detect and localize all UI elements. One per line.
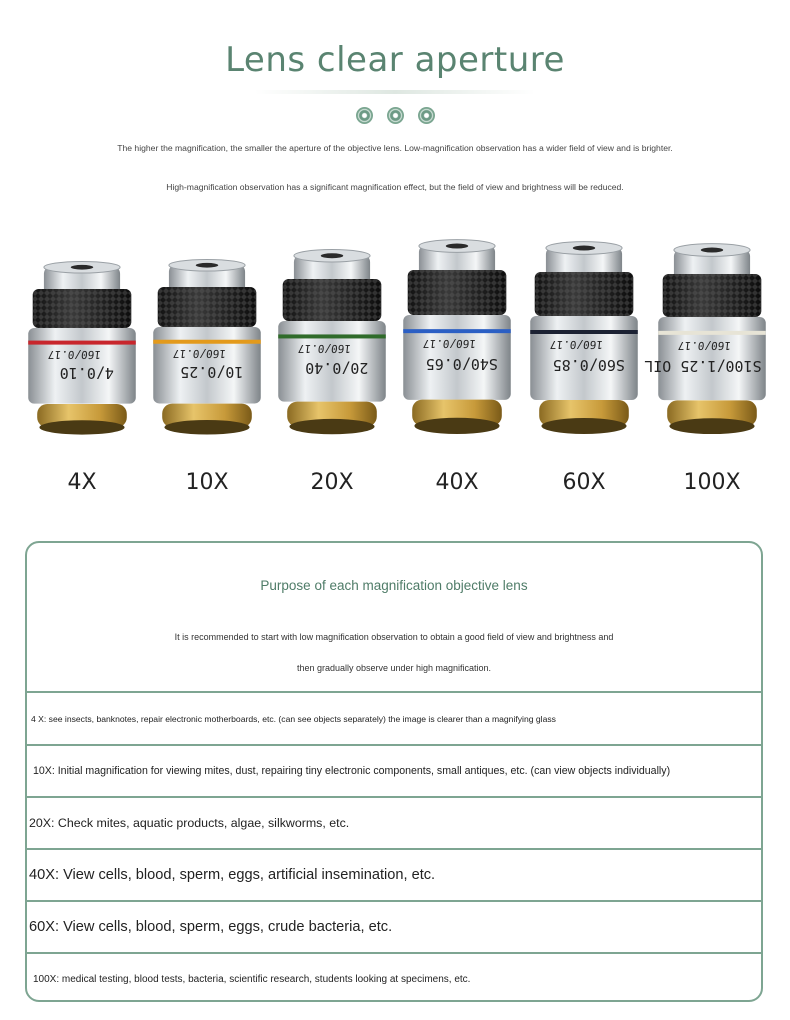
circle-dot-icon <box>387 107 404 124</box>
objective-lens-20x <box>276 248 388 440</box>
lens-marking: S40/0.65 <box>425 355 498 374</box>
intro-text-2: High-magnification observation has a significant magnification effect, but the field of view and brightness will be reduced. <box>166 182 624 192</box>
objective-lens-10x <box>151 258 263 440</box>
lens-sub-marking: 160/0.17 <box>297 342 353 356</box>
usage-text: 40X: View cells, blood, sperm, eggs, artificial insemination, etc. <box>29 867 436 883</box>
usage-text: 4 X: see insects, banknotes, repair electronic motherboards, etc. (can see objects separately) the image is clearer than a magnifying glass <box>31 713 556 724</box>
magnification-label-20x: 20X <box>310 470 354 495</box>
usage-row-100x <box>27 952 761 1004</box>
magnification-label-4x: 4X <box>67 470 97 495</box>
page-title: Lens clear aperture <box>225 40 565 80</box>
circle-dot-icon <box>418 107 435 124</box>
objective-lens-60x <box>528 240 640 440</box>
magnification-label-40x: 40X <box>435 470 479 495</box>
lens-marking: 20/0.40 <box>304 359 369 378</box>
lens-sub-marking: 160/0.17 <box>172 347 228 361</box>
decorative-dots <box>0 107 790 125</box>
lens-marking: S100/1.25 OIL <box>643 356 762 375</box>
purpose-header <box>27 543 761 693</box>
usage-row-4x <box>27 691 761 744</box>
purpose-title: Purpose of each magnification objective lens <box>260 578 528 593</box>
objective-lens-4x <box>26 260 138 440</box>
title-underline <box>255 90 535 94</box>
lens-marking: 10/0.25 <box>179 363 244 382</box>
lens-marking: S60/0.85 <box>552 356 625 374</box>
objective-lens-40x <box>401 238 513 440</box>
usage-row-20x <box>27 796 761 848</box>
purpose-description-1: It is recommended to start with low magnification observation to obtain a good field of view and brightness and <box>174 632 614 642</box>
lens-sub-marking: 160/0.17 <box>422 337 478 351</box>
lens-sub-marking: 160/0.17 <box>549 338 605 351</box>
usage-text: 10X: Initial magnification for viewing mites, dust, repairing tiny electronic components, small antiques, etc. (can view objects individually) <box>33 765 671 777</box>
usage-text: 100X: medical testing, blood tests, bacteria, scientific research, students looking at specimens, etc. <box>33 973 471 985</box>
usage-row-10x <box>27 744 761 796</box>
purpose-panel <box>25 541 763 1002</box>
magnification-label-100x: 100X <box>683 470 741 495</box>
lens-sub-marking: 160/0.17 <box>47 347 103 361</box>
purpose-description-2: then gradually observe under high magnification. <box>296 663 492 673</box>
usage-text: 60X: View cells, blood, sperm, eggs, crude bacteria, etc. <box>29 919 393 935</box>
usage-text: 20X: Check mites, aquatic products, algae, silkworms, etc. <box>29 816 350 830</box>
circle-dot-icon <box>356 107 373 124</box>
magnification-label-60x: 60X <box>562 470 606 495</box>
magnification-label-10x: 10X <box>185 470 229 495</box>
usage-row-40x <box>27 848 761 900</box>
lens-marking: 4/0.10 <box>59 364 114 382</box>
objective-lens-row <box>0 230 790 460</box>
intro-text-1: The higher the magnification, the smaller the aperture of the objective lens. Low-magnification observation has a wider field of view and is brighter. <box>117 143 673 153</box>
usage-row-60x <box>27 900 761 952</box>
lens-sub-marking: 160/0.17 <box>677 338 733 352</box>
objective-lens-100x <box>643 242 768 440</box>
